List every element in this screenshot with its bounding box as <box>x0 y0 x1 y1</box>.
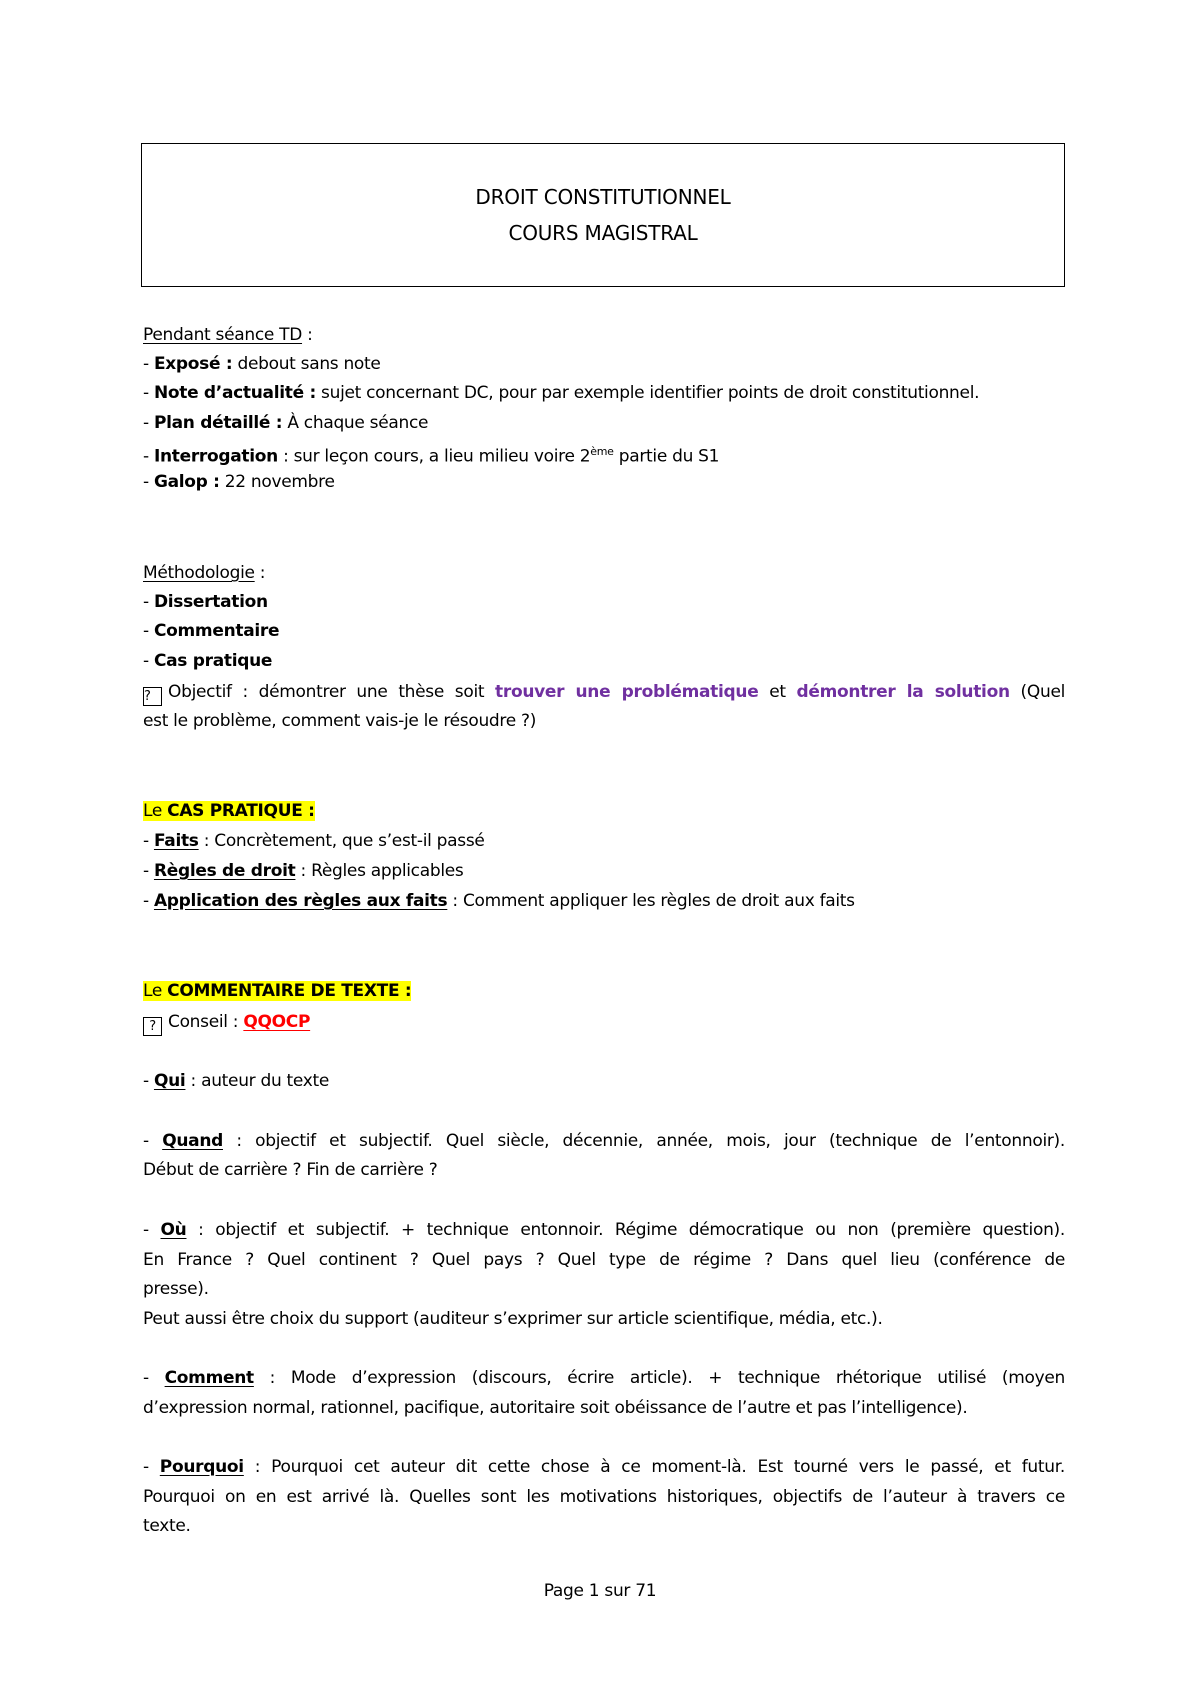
doc-title: DROIT CONSTITUTIONNEL <box>475 185 731 209</box>
quand-line-2: Début de carrière ? Fin de carrière ? <box>143 1160 438 1180</box>
ou-line-3: presse). <box>143 1279 209 1299</box>
methodo-heading: Méthodologie : <box>143 563 266 583</box>
td-heading: Pendant séance TD : <box>143 325 313 345</box>
td-item-interrogation: - Interrogation : sur leçon cours, a lieu milieu voire 2ème partie du S1 <box>143 445 720 467</box>
td-item-galop: - Galop : 22 novembre <box>143 472 335 492</box>
comment-line-1: - Comment : Mode d’expression (discours, écrire article). + technique rhétorique utilisé (moyen <box>143 1368 1065 1388</box>
ou-line-4: Peut aussi être choix du support (auditeur s’exprimer sur article scientifique, média, etc.). <box>143 1309 883 1329</box>
cas-pratique-heading-highlight: Le CAS PRATIQUE : <box>143 801 315 821</box>
pourquoi-line-3: texte. <box>143 1516 191 1536</box>
ou-line-2: En France ? Quel continent ? Quel pays ? Quel type de régime ? Dans quel lieu (conférence de <box>143 1250 1065 1270</box>
td-item-expose: - Exposé : debout sans note <box>143 354 381 374</box>
doc-subtitle: COURS MAGISTRAL <box>508 221 698 245</box>
page-number: Page 1 sur 71 <box>543 1581 657 1601</box>
methodo-item-dissertation: - Dissertation <box>143 592 268 612</box>
comment-line-2: d’expression normal, rationnel, pacifique, autoritaire soit obéissance de l’autre et pas l’intelligence). <box>143 1398 968 1418</box>
td-item-plan: - Plan détaillé : À chaque séance <box>143 413 429 433</box>
methodo-item-commentaire: - Commentaire <box>143 621 280 641</box>
title-box <box>141 143 1065 287</box>
commentaire-heading <box>143 979 1065 1003</box>
highlight-problematique: trouver une problématique <box>495 682 759 702</box>
ou-line-1: - Où : objectif et subjectif. + technique entonnoir. Régime démocratique ou non (première question). <box>143 1220 1065 1240</box>
pourquoi-line-1: - Pourquoi : Pourquoi cet auteur dit cette chose à ce moment-là. Est tourné vers le passé, et futur. <box>143 1457 1065 1477</box>
quand-line-1: - Quand : objectif et subjectif. Quel siècle, décennie, année, mois, jour (technique de l’entonnoir). <box>143 1131 1065 1151</box>
cas-pratique-faits: - Faits : Concrètement, que s’est-il passé <box>143 831 485 851</box>
cas-pratique-application: - Application des règles aux faits : Comment appliquer les règles de droit aux faits <box>143 891 855 911</box>
cas-pratique-regles: - Règles de droit : Règles applicables <box>143 861 464 881</box>
cas-pratique-heading <box>143 799 1065 823</box>
pourquoi-line-2: Pourquoi on en est arrivé là. Quelles sont les motivations historiques, objectifs de l’auteur à travers ce <box>143 1487 1065 1507</box>
td-item-note: - Note d’actualité : sujet concernant DC, pour par exemple identifier points de droit constitutionnel. <box>143 383 980 403</box>
methodo-item-cas-pratique: - Cas pratique <box>143 651 273 671</box>
question-box-icon: ? <box>143 1017 162 1036</box>
objective-line: ? Objectif : démontrer une thèse soit trouver une problématique et démontrer la solution (Quel <box>144 682 1066 704</box>
highlight-solution: démontrer la solution <box>796 682 1010 702</box>
question-box-icon: ? <box>143 687 162 706</box>
conseil-line: ? Conseil : QQOCP <box>143 1010 1065 1036</box>
qqocp-acronym: QQOCP <box>243 1012 311 1032</box>
qui-line: - Qui : auteur du texte <box>143 1071 330 1091</box>
objective-line-2: est le problème, comment vais-je le résoudre ?) <box>143 711 537 731</box>
commentaire-heading-highlight: Le COMMENTAIRE DE TEXTE : <box>143 981 412 1001</box>
